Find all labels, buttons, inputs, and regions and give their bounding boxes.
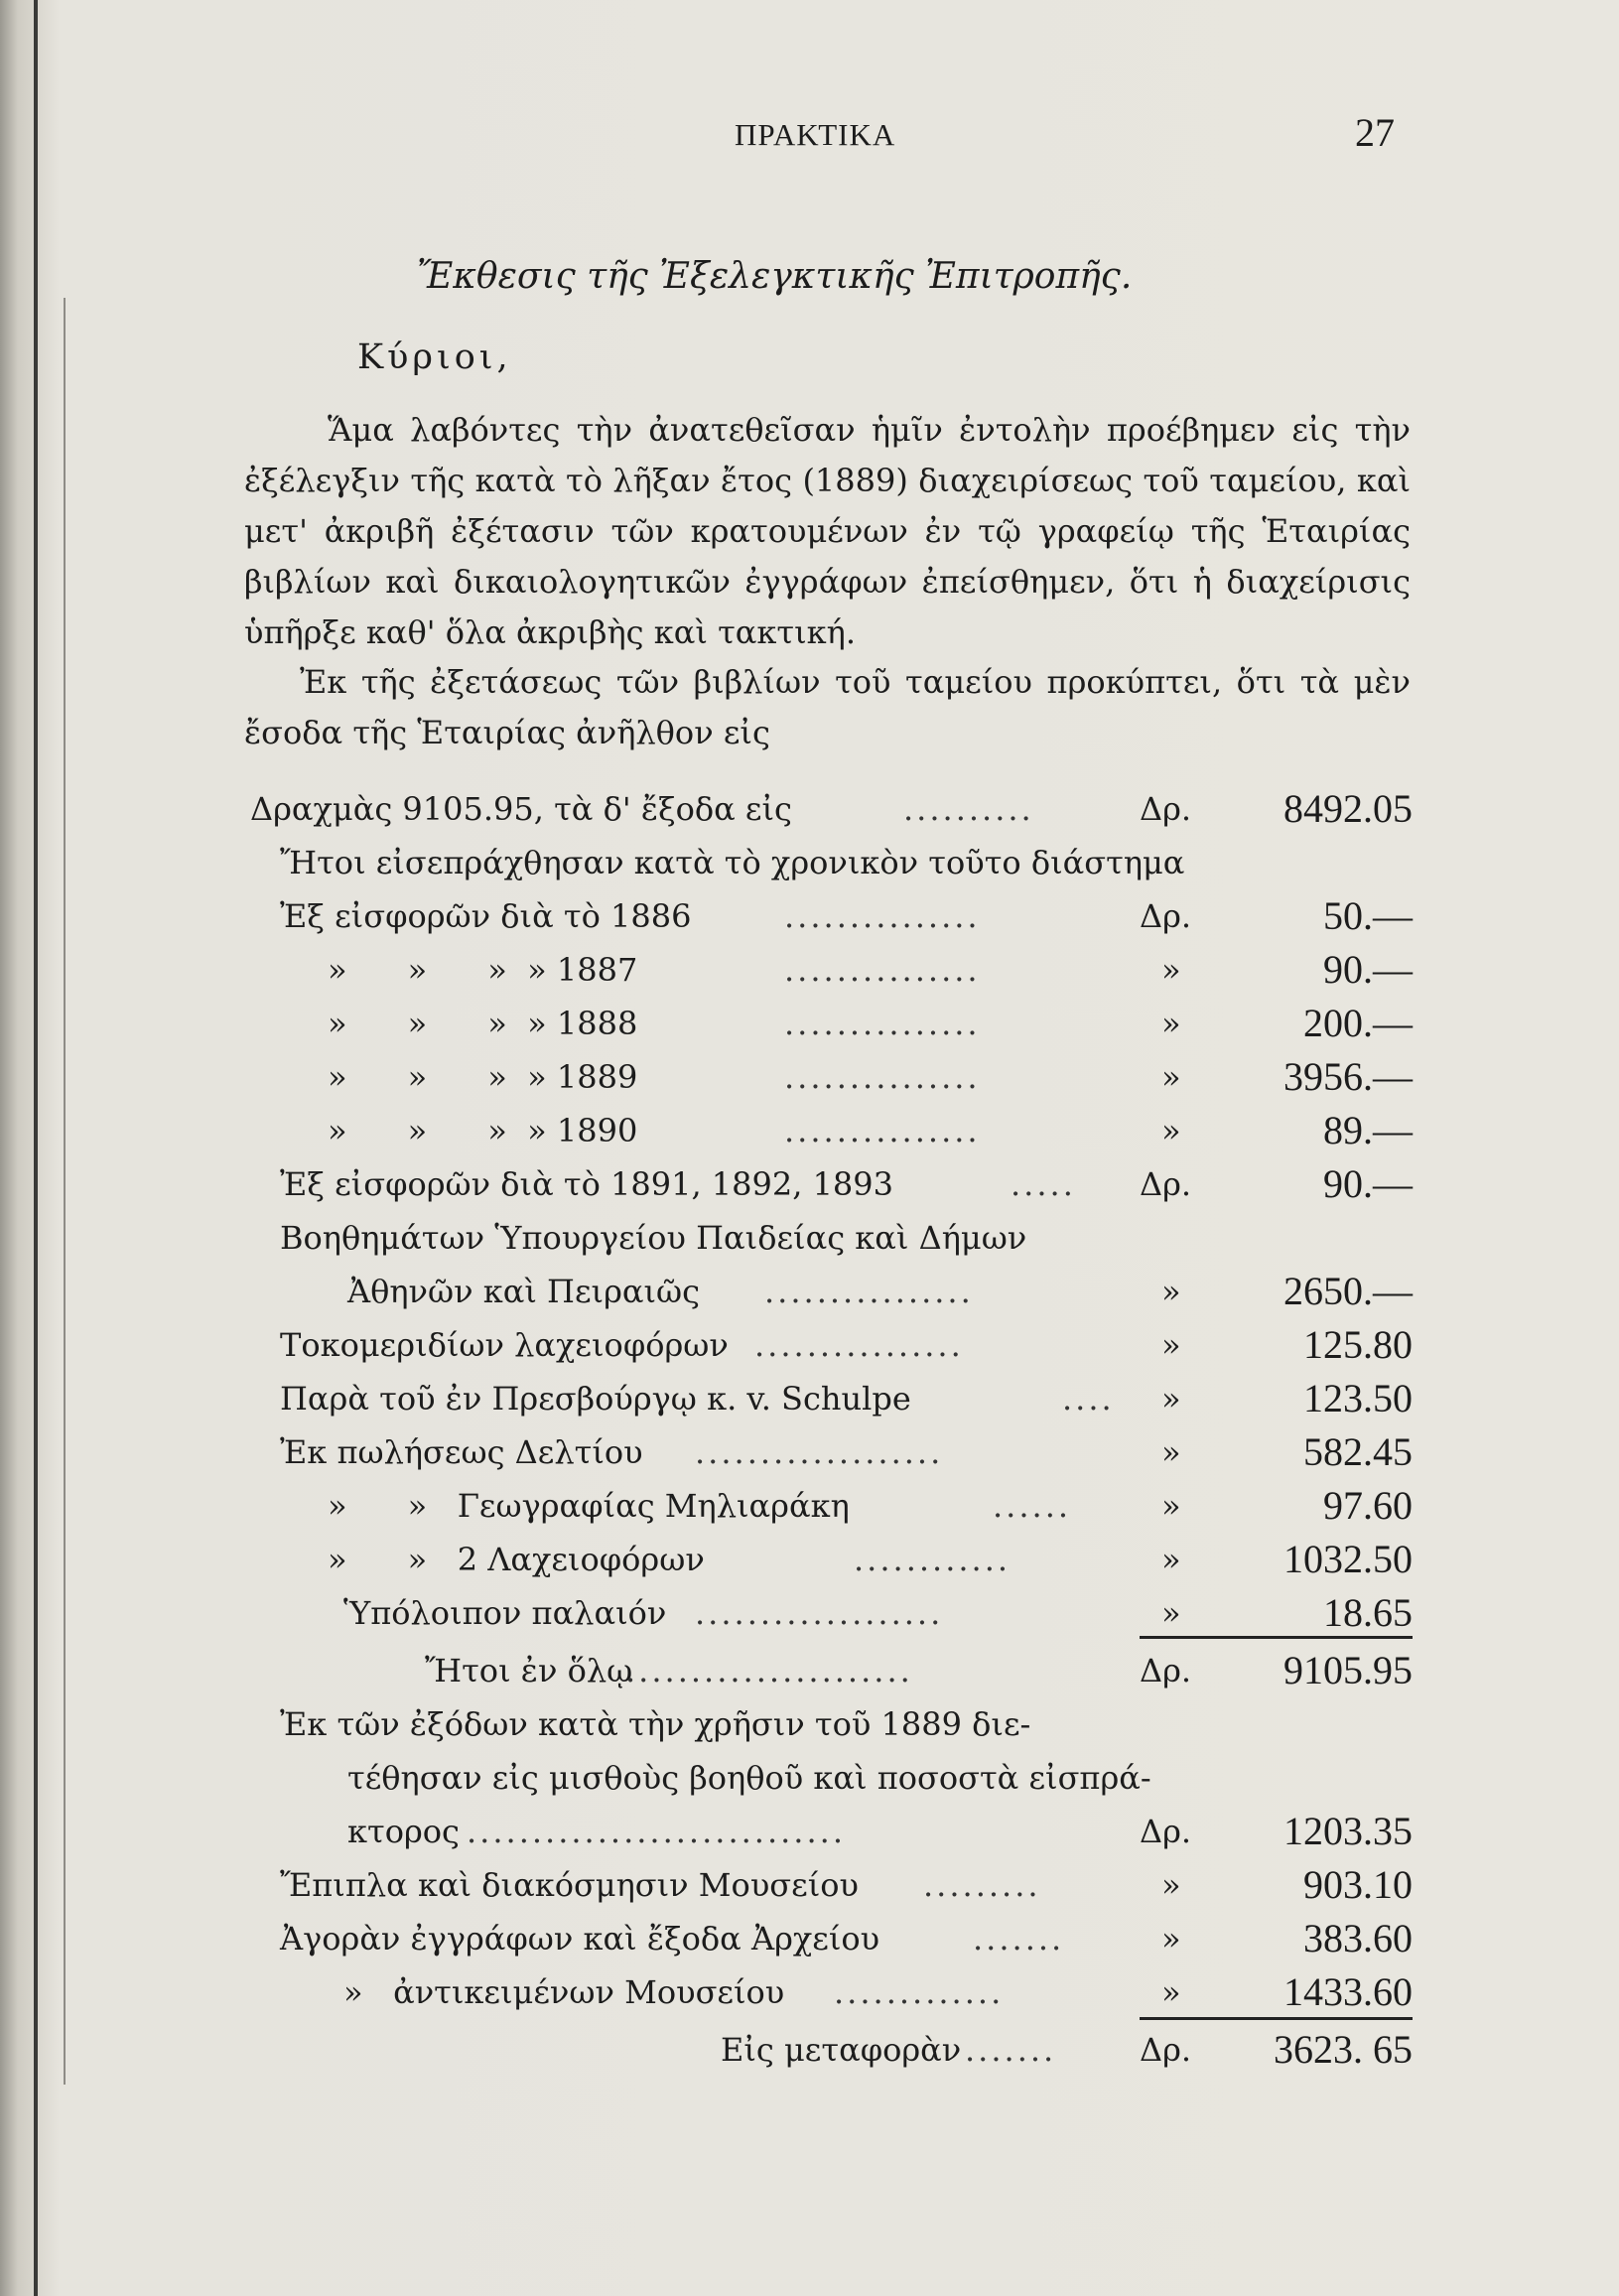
row-label: κτορος [347,1813,460,1850]
row-label: » » » » 1888 [328,1005,638,1042]
row-label: Ἐκ πωλήσεως Δελτίου [280,1433,643,1471]
leader-dots: ......... [923,1866,1041,1904]
row-label: Ἤτοι εἰσεπράχθησαν κατὰ τὸ χρονικὸν τοῦτο διάστημα [280,844,1185,881]
row-amount: 3956.— [1283,1054,1413,1099]
leader-dots: ............... [784,897,981,935]
row-label: Τοκομεριδίων λαχειοφόρων [280,1326,729,1364]
leader-dots: ............... [784,951,981,989]
leader-dots: ............ [854,1541,1012,1578]
ledger-row [0,1860,1619,1910]
ledger-row [0,2025,1619,2075]
row-label: Παρὰ τοῦ ἐν Πρεσβούργῳ κ. v. Schulpe [280,1380,911,1418]
row-amount: 8492.05 [1283,786,1413,831]
row-currency: » [1161,1005,1181,1042]
ledger-row [0,999,1619,1048]
paragraph-1: Ἅμα λαβόντες τὴν ἀνατεθεῖσαν ἡμῖν ἐντολὴν προέβημεν εἰς τὴν ἐξέλεγξιν τῆς κατὰ τὸ λῆξαν ἔτος (1889) διαχειρίσεως τοῦ ταμείου, καὶ μετ' ἀκριβῆ ἐξέτασιν τῶν κρατουμένων ἐν τῷ γραφείῳ τῆς Ἑταιρίας βιβλίων καὶ δικαιολογητικῶν ἐγγράφων ἐπείσθημεν, ὅτι ἡ διαχείρισις ὑπῆρξε καθ' ὅλα ἀκριβὴς καὶ τακτική. [244,411,1411,651]
ledger-row [0,1213,1619,1263]
row-currency: Δρ. [1140,1813,1192,1850]
ledger-row [0,1106,1619,1155]
ledger-row [0,838,1619,887]
ledger-row [0,1967,1619,2017]
salutation: Κύριοι, [357,338,512,377]
row-label: Ὑπόλοιπον παλαιόν [343,1594,667,1632]
running-title: ΠΡΑΚΤΙΚΑ [735,117,896,152]
row-amount: 97.60 [1323,1483,1413,1528]
leader-dots: ....... [973,1920,1065,1958]
ledger-row [0,1159,1619,1209]
ledger-row [0,1267,1619,1316]
leader-dots: .... [1062,1380,1115,1418]
row-currency: » [1161,1058,1181,1096]
leader-dots: ...... [993,1487,1072,1525]
row-amount: 582.45 [1303,1429,1413,1474]
row-amount: 123.50 [1303,1376,1413,1420]
row-currency: » [1161,1920,1181,1958]
ledger-row [0,1807,1619,1856]
ledger-row [0,1374,1619,1423]
row-label: Ἐξ εἰσφορῶν διὰ τὸ 1886 [280,897,692,935]
row-amount: 1032.50 [1283,1537,1413,1581]
leader-dots: ............................. [467,1813,846,1850]
row-label: Βοηθημάτων Ὑπουργείου Παιδείας καὶ Δήμων [280,1219,1027,1257]
leader-dots: ...................... [625,1652,913,1689]
row-label: Εἰς μεταφορὰν [721,2031,962,2069]
row-currency: Δρ. [1140,1652,1192,1689]
row-amount: 125.80 [1303,1322,1413,1367]
ledger-row [0,1753,1619,1803]
row-amount: 18.65 [1323,1590,1413,1635]
ledger-row [0,1699,1619,1749]
row-currency: Δρ. [1140,790,1192,828]
row-label: Ἔπιπλα καὶ διακόσμησιν Μουσείου [280,1866,859,1904]
row-amount: 2650.— [1283,1269,1413,1313]
row-amount: 383.60 [1303,1916,1413,1960]
row-currency: » [1161,1866,1181,1904]
row-amount: 90.— [1323,1161,1413,1206]
row-amount: 90.— [1323,947,1413,992]
leader-dots: ............. [834,1973,1005,2011]
row-label: Ἐκ τῶν ἐξόδων κατὰ τὴν χρῆσιν τοῦ 1889 διε- [280,1705,1031,1743]
row-label: » ἀντικειμένων Μουσείου [343,1973,785,2011]
row-currency: » [1161,951,1181,989]
row-currency: » [1161,1112,1181,1149]
row-label: Ἐξ εἰσφορῶν διὰ τὸ 1891, 1892, 1893 [280,1165,893,1203]
row-label: τέθησαν εἰς μισθοὺς βοηθοῦ καὶ ποσοστὰ εἰσπρά- [347,1759,1151,1797]
row-currency: » [1161,1273,1181,1310]
row-amount: 50.— [1323,893,1413,938]
row-amount: 3623. 65 [1274,2027,1413,2072]
section-title: Ἔκθεσις τῆς Ἐξελεγκτικῆς Ἐπιτροπῆς. [417,256,1133,297]
row-label: Ἤτοι ἐν ὅλῳ [425,1652,633,1689]
row-currency: » [1161,1433,1181,1471]
ledger-row [0,891,1619,941]
row-amount: 1433.60 [1283,1969,1413,2014]
ledger-row [0,1320,1619,1370]
row-currency: » [1161,1326,1181,1364]
row-currency: » [1161,1594,1181,1632]
row-label: » » 2 Λαχειοφόρων [328,1541,705,1578]
leader-dots: .......... [903,790,1034,828]
ledger-row [0,1646,1619,1695]
leader-dots: ............... [784,1005,981,1042]
row-currency: Δρ. [1140,897,1192,935]
row-currency: Δρ. [1140,2031,1192,2069]
row-label: Δραχμὰς 9105.95, τὰ δ' ἔξοδα εἰς [250,790,792,828]
row-currency: » [1161,1487,1181,1525]
row-currency: » [1161,1541,1181,1578]
leader-dots: ............... [784,1058,981,1096]
leader-dots: ................... [695,1433,944,1471]
row-currency: Δρ. [1140,1165,1192,1203]
row-label: Ἀθηνῶν καὶ Πειραιῶς [347,1273,701,1310]
ledger-row [0,945,1619,995]
row-amount: 9105.95 [1283,1648,1413,1692]
row-currency: » [1161,1973,1181,2011]
leader-dots: ....... [965,2031,1057,2069]
row-amount: 1203.35 [1283,1809,1413,1853]
row-label: » » Γεωγραφίας Μηλιαράκη [328,1487,850,1525]
ledger-row [0,1588,1619,1638]
row-label: » » » » 1887 [328,951,638,989]
row-currency: » [1161,1380,1181,1418]
paragraph-2: Ἐκ τῆς ἐξετάσεως τῶν βιβλίων τοῦ ταμείου προκύπτει, ὅτι τὰ μὲν ἔσοδα τῆς Ἑταιρίας ἀνῆλθον εἰς [244,663,1411,751]
leader-dots: ............... [784,1112,981,1149]
page-number: 27 [1355,110,1395,155]
sum-rule [1140,2017,1413,2020]
row-amount: 903.10 [1303,1862,1413,1907]
ledger-row [0,1052,1619,1102]
row-label: Ἀγορὰν ἐγγράφων καὶ ἔξοδα Ἀρχείου [280,1920,880,1958]
ledger-row [0,1914,1619,1963]
leader-dots: ................ [764,1273,974,1310]
leader-dots: ..... [1011,1165,1076,1203]
ledger-row [0,1427,1619,1477]
ledger-row [0,1481,1619,1531]
ledger-row [0,784,1619,834]
row-label: » » » » 1890 [328,1112,638,1149]
row-amount: 89.— [1323,1108,1413,1152]
row-amount: 200.— [1303,1001,1413,1045]
leader-dots: ................... [695,1594,944,1632]
sum-rule [1140,1636,1413,1639]
ledger-row [0,1535,1619,1584]
row-label: » » » » 1889 [328,1058,638,1096]
leader-dots: ................ [754,1326,964,1364]
